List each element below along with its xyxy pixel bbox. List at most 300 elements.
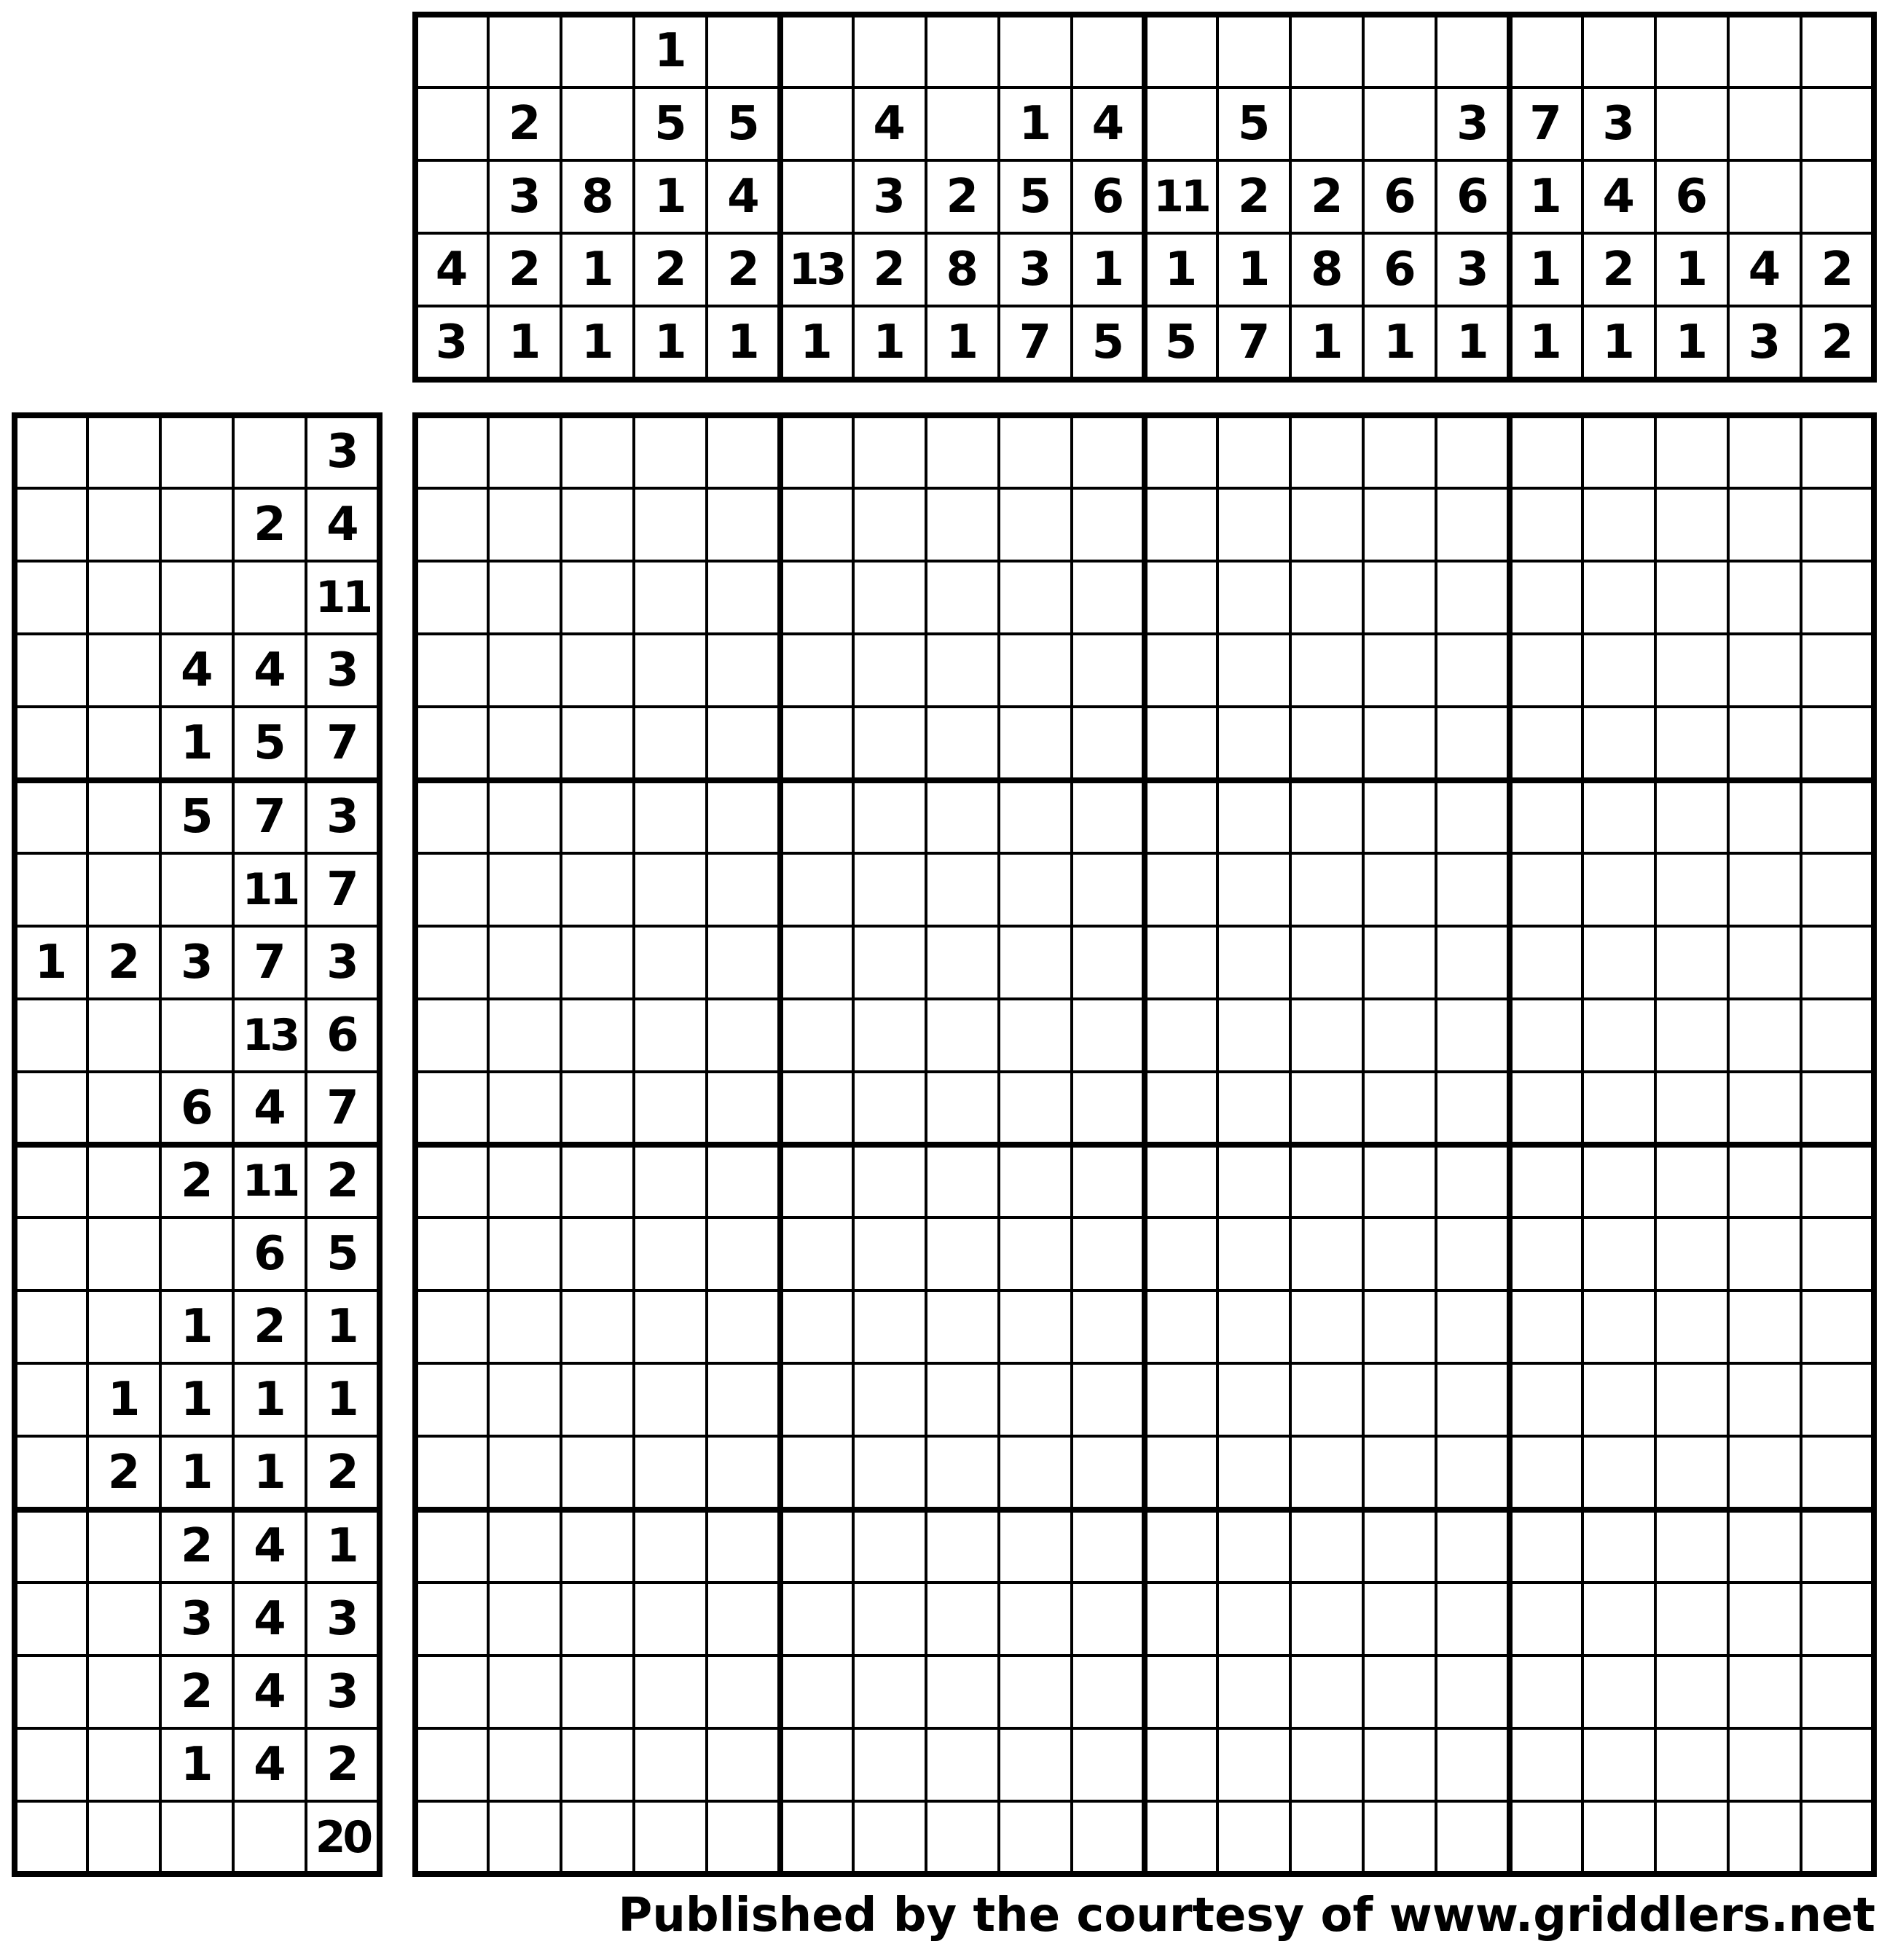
grid-cell[interactable] <box>488 1290 561 1363</box>
grid-cell[interactable] <box>634 1218 707 1290</box>
grid-cell[interactable] <box>634 1072 707 1145</box>
grid-cell[interactable] <box>1510 1436 1582 1509</box>
grid-cell[interactable] <box>1510 1510 1582 1583</box>
grid-cell[interactable] <box>1801 415 1874 488</box>
grid-cell[interactable] <box>926 1801 999 1874</box>
grid-cell[interactable] <box>488 1363 561 1436</box>
grid-cell[interactable] <box>1145 853 1217 926</box>
grid-cell[interactable] <box>1290 561 1363 634</box>
grid-cell[interactable] <box>561 707 634 780</box>
grid-cell[interactable] <box>1436 1728 1509 1801</box>
grid-cell[interactable] <box>1290 1655 1363 1728</box>
grid-cell[interactable] <box>1290 853 1363 926</box>
grid-cell[interactable] <box>926 1218 999 1290</box>
grid-cell[interactable] <box>415 1728 488 1801</box>
grid-cell[interactable] <box>999 707 1072 780</box>
grid-cell[interactable] <box>780 1072 853 1145</box>
grid-cell[interactable] <box>415 1145 488 1218</box>
grid-cell[interactable] <box>999 1436 1072 1509</box>
grid-cell[interactable] <box>415 415 488 488</box>
grid-cell[interactable] <box>780 1290 853 1363</box>
grid-cell[interactable] <box>1072 1655 1145 1728</box>
grid-cell[interactable] <box>926 853 999 926</box>
grid-cell[interactable] <box>1072 1145 1145 1218</box>
grid-cell[interactable] <box>415 1218 488 1290</box>
grid-cell[interactable] <box>1290 634 1363 707</box>
grid-cell[interactable] <box>1655 853 1728 926</box>
grid-cell[interactable] <box>707 1510 780 1583</box>
grid-cell[interactable] <box>1436 1145 1509 1218</box>
grid-cell[interactable] <box>1363 1436 1436 1509</box>
grid-cell[interactable] <box>1655 707 1728 780</box>
grid-cell[interactable] <box>1510 926 1582 999</box>
grid-cell[interactable] <box>707 853 780 926</box>
grid-cell[interactable] <box>1363 1510 1436 1583</box>
grid-cell[interactable] <box>853 926 926 999</box>
grid-cell[interactable] <box>1145 1583 1217 1655</box>
grid-cell[interactable] <box>488 415 561 488</box>
grid-cell[interactable] <box>634 926 707 999</box>
grid-cell[interactable] <box>1217 999 1290 1072</box>
grid-cell[interactable] <box>999 1801 1072 1874</box>
grid-cell[interactable] <box>999 926 1072 999</box>
grid-cell[interactable] <box>780 1436 853 1509</box>
grid-cell[interactable] <box>1145 1436 1217 1509</box>
grid-cell[interactable] <box>1217 1145 1290 1218</box>
grid-cell[interactable] <box>1072 1218 1145 1290</box>
grid-cell[interactable] <box>999 1290 1072 1363</box>
grid-cell[interactable] <box>561 853 634 926</box>
grid-cell[interactable] <box>1436 780 1509 853</box>
grid-cell[interactable] <box>780 1145 853 1218</box>
grid-cell[interactable] <box>1290 1728 1363 1801</box>
grid-cell[interactable] <box>1582 926 1655 999</box>
grid-cell[interactable] <box>1510 1655 1582 1728</box>
grid-cell[interactable] <box>853 1218 926 1290</box>
grid-cell[interactable] <box>1072 1436 1145 1509</box>
grid-cell[interactable] <box>488 488 561 561</box>
grid-cell[interactable] <box>707 1655 780 1728</box>
grid-cell[interactable] <box>1728 926 1801 999</box>
grid-cell[interactable] <box>634 634 707 707</box>
grid-cell[interactable] <box>634 1145 707 1218</box>
grid-cell[interactable] <box>1217 853 1290 926</box>
grid-cell[interactable] <box>1363 1218 1436 1290</box>
grid-cell[interactable] <box>1436 561 1509 634</box>
grid-cell[interactable] <box>1290 1145 1363 1218</box>
grid-cell[interactable] <box>488 926 561 999</box>
grid-cell[interactable] <box>1436 1655 1509 1728</box>
grid-cell[interactable] <box>1072 999 1145 1072</box>
grid-cell[interactable] <box>999 780 1072 853</box>
grid-cell[interactable] <box>1145 1728 1217 1801</box>
grid-cell[interactable] <box>1217 488 1290 561</box>
grid-cell[interactable] <box>561 561 634 634</box>
grid-cell[interactable] <box>707 926 780 999</box>
grid-cell[interactable] <box>1363 707 1436 780</box>
grid-cell[interactable] <box>1728 1436 1801 1509</box>
grid-cell[interactable] <box>415 488 488 561</box>
grid-cell[interactable] <box>853 1583 926 1655</box>
grid-cell[interactable] <box>853 415 926 488</box>
grid-cell[interactable] <box>1145 1218 1217 1290</box>
grid-cell[interactable] <box>415 1801 488 1874</box>
grid-cell[interactable] <box>780 926 853 999</box>
grid-cell[interactable] <box>488 1072 561 1145</box>
grid-cell[interactable] <box>634 1801 707 1874</box>
grid-cell[interactable] <box>1655 1728 1728 1801</box>
grid-cell[interactable] <box>1290 1583 1363 1655</box>
grid-cell[interactable] <box>634 853 707 926</box>
grid-cell[interactable] <box>853 1436 926 1509</box>
grid-cell[interactable] <box>853 1655 926 1728</box>
grid-cell[interactable] <box>926 1510 999 1583</box>
grid-cell[interactable] <box>999 415 1072 488</box>
grid-cell[interactable] <box>561 926 634 999</box>
grid-cell[interactable] <box>1290 999 1363 1072</box>
grid-cell[interactable] <box>999 1583 1072 1655</box>
grid-cell[interactable] <box>1072 415 1145 488</box>
grid-cell[interactable] <box>561 1218 634 1290</box>
grid-cell[interactable] <box>1072 634 1145 707</box>
grid-cell[interactable] <box>634 1583 707 1655</box>
grid-cell[interactable] <box>1217 1801 1290 1874</box>
grid-cell[interactable] <box>707 707 780 780</box>
grid-cell[interactable] <box>1728 1218 1801 1290</box>
grid-cell[interactable] <box>561 488 634 561</box>
grid-cell[interactable] <box>1801 1436 1874 1509</box>
grid-cell[interactable] <box>488 1801 561 1874</box>
grid-cell[interactable] <box>1363 999 1436 1072</box>
grid-cell[interactable] <box>1145 634 1217 707</box>
grid-cell[interactable] <box>1290 1363 1363 1436</box>
grid-cell[interactable] <box>1801 634 1874 707</box>
grid-cell[interactable] <box>1217 780 1290 853</box>
grid-cell[interactable] <box>415 926 488 999</box>
grid-cell[interactable] <box>1436 488 1509 561</box>
grid-cell[interactable] <box>707 1728 780 1801</box>
grid-cell[interactable] <box>488 1145 561 1218</box>
grid-cell[interactable] <box>1145 561 1217 634</box>
grid-cell[interactable] <box>853 561 926 634</box>
grid-cell[interactable] <box>926 1145 999 1218</box>
grid-cell[interactable] <box>1582 415 1655 488</box>
grid-cell[interactable] <box>1728 707 1801 780</box>
grid-cell[interactable] <box>853 1801 926 1874</box>
grid-cell[interactable] <box>853 1145 926 1218</box>
grid-cell[interactable] <box>1582 1436 1655 1509</box>
grid-cell[interactable] <box>999 1655 1072 1728</box>
grid-cell[interactable] <box>926 415 999 488</box>
grid-cell[interactable] <box>488 1728 561 1801</box>
grid-cell[interactable] <box>1290 707 1363 780</box>
grid-cell[interactable] <box>1655 780 1728 853</box>
grid-cell[interactable] <box>1290 1290 1363 1363</box>
grid-cell[interactable] <box>853 707 926 780</box>
grid-cell[interactable] <box>1072 1363 1145 1436</box>
grid-cell[interactable] <box>1801 1728 1874 1801</box>
grid-cell[interactable] <box>1582 853 1655 926</box>
grid-cell[interactable] <box>1072 1728 1145 1801</box>
grid-cell[interactable] <box>1072 853 1145 926</box>
grid-cell[interactable] <box>1510 1218 1582 1290</box>
grid-cell[interactable] <box>1290 1072 1363 1145</box>
grid-cell[interactable] <box>926 1363 999 1436</box>
grid-cell[interactable] <box>1801 1801 1874 1874</box>
grid-cell[interactable] <box>488 1436 561 1509</box>
grid-cell[interactable] <box>634 1436 707 1509</box>
grid-cell[interactable] <box>926 780 999 853</box>
grid-cell[interactable] <box>1436 853 1509 926</box>
grid-cell[interactable] <box>1072 926 1145 999</box>
grid-cell[interactable] <box>561 634 634 707</box>
grid-cell[interactable] <box>780 1363 853 1436</box>
grid-cell[interactable] <box>634 415 707 488</box>
grid-cell[interactable] <box>853 1510 926 1583</box>
grid-cell[interactable] <box>1217 926 1290 999</box>
grid-cell[interactable] <box>780 634 853 707</box>
grid-cell[interactable] <box>634 488 707 561</box>
grid-cell[interactable] <box>1801 1072 1874 1145</box>
grid-cell[interactable] <box>1801 1510 1874 1583</box>
grid-cell[interactable] <box>415 1363 488 1436</box>
grid-cell[interactable] <box>1072 1072 1145 1145</box>
grid-cell[interactable] <box>1582 561 1655 634</box>
grid-cell[interactable] <box>1217 1436 1290 1509</box>
grid-cell[interactable] <box>1290 488 1363 561</box>
grid-cell[interactable] <box>1582 1363 1655 1436</box>
grid-cell[interactable] <box>415 999 488 1072</box>
grid-cell[interactable] <box>780 561 853 634</box>
grid-cell[interactable] <box>1290 780 1363 853</box>
grid-cell[interactable] <box>853 853 926 926</box>
grid-cell[interactable] <box>1363 926 1436 999</box>
grid-cell[interactable] <box>1217 1218 1290 1290</box>
grid-cell[interactable] <box>1510 488 1582 561</box>
grid-cell[interactable] <box>1217 1655 1290 1728</box>
grid-cell[interactable] <box>1510 999 1582 1072</box>
grid-cell[interactable] <box>1363 1655 1436 1728</box>
grid-cell[interactable] <box>926 1290 999 1363</box>
grid-cell[interactable] <box>1655 634 1728 707</box>
grid-cell[interactable] <box>1290 1436 1363 1509</box>
grid-cell[interactable] <box>780 853 853 926</box>
grid-cell[interactable] <box>1510 707 1582 780</box>
grid-cell[interactable] <box>1801 707 1874 780</box>
grid-cell[interactable] <box>780 780 853 853</box>
grid-cell[interactable] <box>1655 1801 1728 1874</box>
grid-cell[interactable] <box>1801 926 1874 999</box>
grid-cell[interactable] <box>707 1145 780 1218</box>
grid-cell[interactable] <box>1655 926 1728 999</box>
grid-cell[interactable] <box>488 780 561 853</box>
grid-cell[interactable] <box>415 1510 488 1583</box>
grid-cell[interactable] <box>1582 1728 1655 1801</box>
grid-cell[interactable] <box>1655 1363 1728 1436</box>
grid-cell[interactable] <box>1655 1072 1728 1145</box>
grid-cell[interactable] <box>561 1583 634 1655</box>
grid-cell[interactable] <box>415 1072 488 1145</box>
grid-cell[interactable] <box>1072 1510 1145 1583</box>
grid-cell[interactable] <box>1582 1510 1655 1583</box>
grid-cell[interactable] <box>1436 1290 1509 1363</box>
grid-cell[interactable] <box>1655 1145 1728 1218</box>
grid-cell[interactable] <box>1436 1218 1509 1290</box>
grid-cell[interactable] <box>707 1583 780 1655</box>
grid-cell[interactable] <box>926 999 999 1072</box>
grid-cell[interactable] <box>1290 926 1363 999</box>
grid-cell[interactable] <box>1217 634 1290 707</box>
grid-cell[interactable] <box>1582 999 1655 1072</box>
grid-cell[interactable] <box>999 853 1072 926</box>
grid-cell[interactable] <box>707 1363 780 1436</box>
grid-cell[interactable] <box>707 561 780 634</box>
grid-cell[interactable] <box>415 1583 488 1655</box>
grid-cell[interactable] <box>1801 1145 1874 1218</box>
grid-cell[interactable] <box>1145 1145 1217 1218</box>
grid-cell[interactable] <box>1145 1363 1217 1436</box>
grid-cell[interactable] <box>1436 707 1509 780</box>
grid-cell[interactable] <box>999 634 1072 707</box>
grid-cell[interactable] <box>1655 1218 1728 1290</box>
grid-cell[interactable] <box>707 488 780 561</box>
grid-cell[interactable] <box>1728 780 1801 853</box>
grid-cell[interactable] <box>780 1583 853 1655</box>
grid-cell[interactable] <box>1072 561 1145 634</box>
grid-cell[interactable] <box>1436 1436 1509 1509</box>
grid-cell[interactable] <box>415 634 488 707</box>
grid-cell[interactable] <box>415 1290 488 1363</box>
grid-cell[interactable] <box>1145 415 1217 488</box>
grid-cell[interactable] <box>1655 1583 1728 1655</box>
grid-cell[interactable] <box>1217 707 1290 780</box>
grid-cell[interactable] <box>999 1218 1072 1290</box>
grid-cell[interactable] <box>1436 1801 1509 1874</box>
grid-cell[interactable] <box>1436 415 1509 488</box>
grid-cell[interactable] <box>1728 1510 1801 1583</box>
grid-cell[interactable] <box>1728 634 1801 707</box>
grid-cell[interactable] <box>780 707 853 780</box>
grid-cell[interactable] <box>926 1583 999 1655</box>
grid-cell[interactable] <box>926 926 999 999</box>
grid-cell[interactable] <box>999 488 1072 561</box>
grid-cell[interactable] <box>1510 561 1582 634</box>
grid-cell[interactable] <box>707 634 780 707</box>
grid-cell[interactable] <box>561 415 634 488</box>
grid-cell[interactable] <box>1655 488 1728 561</box>
grid-cell[interactable] <box>1728 1290 1801 1363</box>
grid-cell[interactable] <box>853 1072 926 1145</box>
grid-cell[interactable] <box>707 1436 780 1509</box>
grid-cell[interactable] <box>1582 1290 1655 1363</box>
grid-cell[interactable] <box>561 1801 634 1874</box>
grid-cell[interactable] <box>1436 634 1509 707</box>
grid-cell[interactable] <box>1363 1801 1436 1874</box>
grid-cell[interactable] <box>1728 1583 1801 1655</box>
grid-cell[interactable] <box>1582 634 1655 707</box>
grid-cell[interactable] <box>1363 853 1436 926</box>
grid-cell[interactable] <box>926 1072 999 1145</box>
grid-cell[interactable] <box>488 1510 561 1583</box>
grid-cell[interactable] <box>1363 1363 1436 1436</box>
grid-cell[interactable] <box>999 1510 1072 1583</box>
grid-cell[interactable] <box>488 1218 561 1290</box>
grid-cell[interactable] <box>1217 1290 1290 1363</box>
grid-cell[interactable] <box>926 707 999 780</box>
grid-cell[interactable] <box>780 415 853 488</box>
grid-cell[interactable] <box>1510 1072 1582 1145</box>
grid-cell[interactable] <box>1072 707 1145 780</box>
grid-cell[interactable] <box>634 1510 707 1583</box>
grid-cell[interactable] <box>1510 1728 1582 1801</box>
grid-cell[interactable] <box>1728 488 1801 561</box>
grid-cell[interactable] <box>1801 488 1874 561</box>
grid-cell[interactable] <box>1145 1072 1217 1145</box>
grid-cell[interactable] <box>780 1728 853 1801</box>
grid-cell[interactable] <box>1145 707 1217 780</box>
grid-cell[interactable] <box>1728 1363 1801 1436</box>
grid-cell[interactable] <box>1801 999 1874 1072</box>
grid-cell[interactable] <box>634 707 707 780</box>
grid-cell[interactable] <box>1363 488 1436 561</box>
grid-cell[interactable] <box>999 999 1072 1072</box>
grid-cell[interactable] <box>1217 561 1290 634</box>
grid-cell[interactable] <box>1728 1072 1801 1145</box>
grid-cell[interactable] <box>561 780 634 853</box>
grid-cell[interactable] <box>707 1072 780 1145</box>
grid-cell[interactable] <box>1145 926 1217 999</box>
grid-cell[interactable] <box>488 561 561 634</box>
grid-cell[interactable] <box>415 561 488 634</box>
grid-cell[interactable] <box>780 1218 853 1290</box>
grid-cell[interactable] <box>1072 1583 1145 1655</box>
grid-cell[interactable] <box>415 1655 488 1728</box>
grid-cell[interactable] <box>561 1728 634 1801</box>
grid-cell[interactable] <box>415 1436 488 1509</box>
grid-cell[interactable] <box>1363 415 1436 488</box>
grid-cell[interactable] <box>1436 1583 1509 1655</box>
grid-cell[interactable] <box>1728 999 1801 1072</box>
grid-cell[interactable] <box>561 1290 634 1363</box>
grid-cell[interactable] <box>999 1728 1072 1801</box>
grid-cell[interactable] <box>1436 926 1509 999</box>
grid-cell[interactable] <box>1728 1801 1801 1874</box>
grid-cell[interactable] <box>1290 415 1363 488</box>
grid-cell[interactable] <box>1728 415 1801 488</box>
grid-cell[interactable] <box>488 634 561 707</box>
grid-cell[interactable] <box>1363 634 1436 707</box>
grid-cell[interactable] <box>1510 1583 1582 1655</box>
grid-cell[interactable] <box>634 1290 707 1363</box>
grid-cell[interactable] <box>1290 1801 1363 1874</box>
grid-cell[interactable] <box>853 1728 926 1801</box>
grid-cell[interactable] <box>853 1290 926 1363</box>
grid-cell[interactable] <box>561 1363 634 1436</box>
grid-cell[interactable] <box>1582 780 1655 853</box>
grid-cell[interactable] <box>1217 1072 1290 1145</box>
grid-cell[interactable] <box>1363 1583 1436 1655</box>
grid-cell[interactable] <box>1510 415 1582 488</box>
grid-cell[interactable] <box>634 1655 707 1728</box>
grid-cell[interactable] <box>634 1363 707 1436</box>
grid-cell[interactable] <box>1510 1290 1582 1363</box>
grid-cell[interactable] <box>926 1436 999 1509</box>
grid-cell[interactable] <box>488 1583 561 1655</box>
grid-cell[interactable] <box>1145 1801 1217 1874</box>
grid-cell[interactable] <box>1801 780 1874 853</box>
grid-cell[interactable] <box>1145 999 1217 1072</box>
grid-cell[interactable] <box>853 999 926 1072</box>
